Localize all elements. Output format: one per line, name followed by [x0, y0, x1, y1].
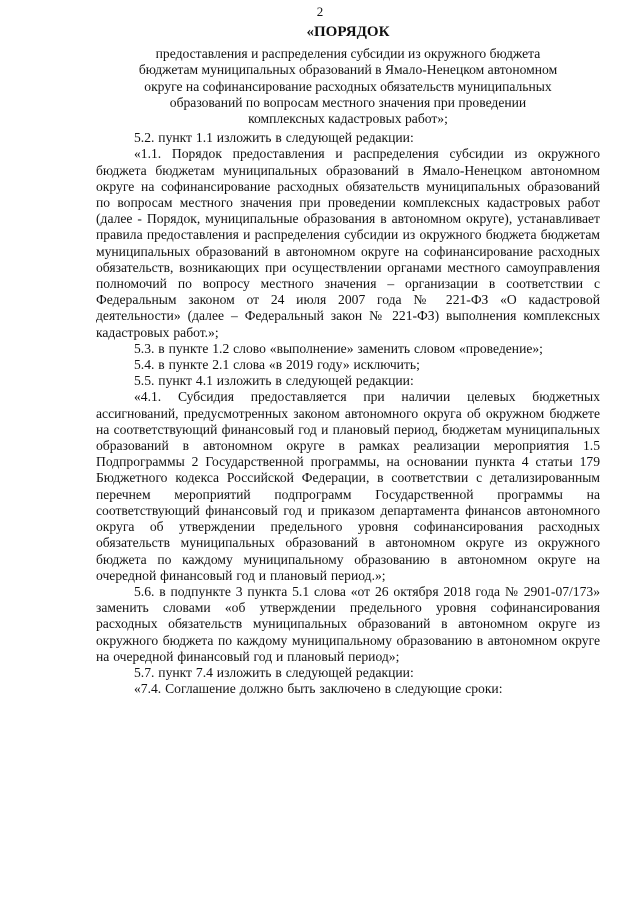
- paragraph-5-3: 5.3. в пункте 1.2 слово «выполнение» заменить словом «проведение»;: [134, 340, 543, 356]
- document-heading: [96, 46, 600, 127]
- paragraph-1-1-text: «1.1. Порядок предоставления и распределения субсидии из окружного бюджета бюджетам муниципальных образований в Ямало-Ненецком автономном округе на софинансирование расходных обязательств муниципальных образований по вопросам местного значения при проведении комплексных кадастровых работ (далее - Порядок, муниципальные образования в автономном округе), устанавливает правила предоставления и распределения субсидии из окружного бюджета бюджетам муниципальных образований в автономном округе на софинансирование расходных обязательств, возникающих при осуществлении органами местного самоуправления полномочий по вопросу местного значения – организации в соответствии с Федеральным законом от 24 июля 2007 года № 221-ФЗ «О кадастровой деятельности» (далее – Федеральный закон № 221-ФЗ) выполнения комплексных кадастровых работ.»;: [96, 146, 600, 340]
- paragraph-5-2: 5.2. пункт 1.1 изложить в следующей редакции:: [134, 130, 414, 146]
- paragraph-7-4-text: «7.4. Соглашение должно быть заключено в следующие сроки:: [134, 681, 503, 697]
- paragraph-5-5: 5.5. пункт 4.1 изложить в следующей редакции:: [134, 373, 414, 389]
- paragraph-5-7: 5.7. пункт 7.4 изложить в следующей редакции:: [134, 664, 414, 680]
- paragraph-5-4: 5.4. в пункте 2.1 слова «в 2019 году» исключить;: [134, 357, 420, 373]
- paragraph-4-1-text: «4.1. Субсидия предоставляется при наличии целевых бюджетных ассигнований, предусмотренных законом автономного округа об окружном бюджете на соответствующий финансовый год и плановый период, бюджетам муниципальных образований в автономном округе в рамках реализации мероприятия 1.5 Подпрограммы 2 Государственной программы, на основании пункта 4 статьи 179 Бюджетного кодекса Российской Федерации, в соответствии с детализированным перечнем мероприятий подпрограмм Государственной программы на соответствующий финансовый год и приказом департамента финансов автономного округа об утверждении предельного уровня софинансирования расходных обязательств муниципальных образований в автономном округе из окружного бюджета по каждому муниципальному образованию в автономном округе на очередной финансовый год и плановый период.»;: [96, 389, 600, 583]
- heading-line: образований по вопросам местного значения при проведении: [169, 94, 527, 110]
- document-body: [96, 24, 600, 697]
- page-number: 2: [316, 4, 324, 19]
- heading-line: округе на софинансирование расходных обязательств муниципальных: [144, 78, 552, 94]
- heading-line: бюджетам муниципальных образований в Ямало-Ненецком автономном: [138, 62, 558, 78]
- heading-line: комплексных кадастровых работ»;: [248, 111, 448, 127]
- document-title: «ПОРЯДОК: [306, 24, 390, 40]
- heading-line: предоставления и распределения субсидии из окружного бюджета: [155, 46, 541, 62]
- paragraph-5-6: 5.6. в подпункте 3 пункта 5.1 слова «от 26 октября 2018 года № 2901-07/173» заменить словами «об утверждении предельного уровня софинансирования расходных обязательств муниципальных образований в автономном округе из окружного бюджета по каждому муниципальному образованию в автономном округе на очередной финансовый год и плановый период»;: [96, 583, 600, 664]
